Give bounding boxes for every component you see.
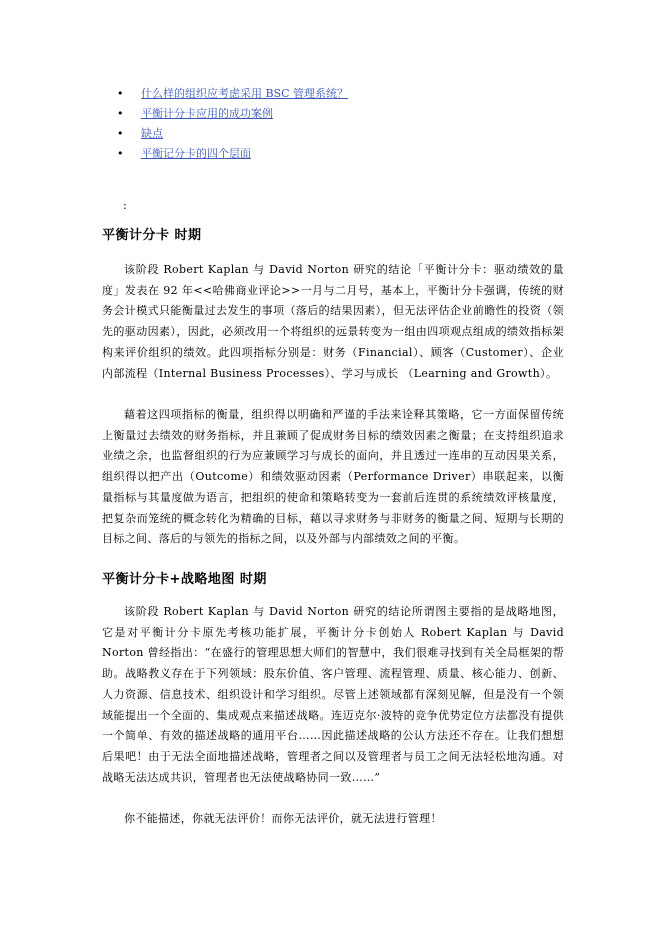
toc-link-drawbacks[interactable]: 缺点 (141, 127, 163, 140)
separator-colon: : (123, 199, 127, 212)
section-heading-bsc-period: 平衡计分卡 时期 (102, 228, 202, 243)
bullet-icon: • (117, 127, 124, 140)
bullet-icon: • (117, 107, 124, 120)
section-heading-strategy-map-period: 平衡计分卡+战略地图 时期 (102, 572, 267, 587)
bullet-icon: • (117, 87, 124, 100)
bullet-icon: • (117, 147, 124, 160)
body-paragraph: 该阶段 Robert Kaplan 与 David Norton 研究的结论「平衡计分卡：驱动绩效的量度」发表在 92 年<<哈佛商业评论>>一月与二月号，基本上，平衡计分卡强调，传统的财务会计模式只能衡量过去发生的事项（落后的结果因素），但无法评估企业前瞻性的投资（领先的驱动因素），因此，必须改用一个将组织的远景转变为一组由四项观点组成的绩效指标架构来评价组织的绩效。此四项指标分别是：财务（Financial）、顾客（Customer）、企业内部流程（Internal Business Processes）、学习与成长 （Learning and Growth）。 (102, 263, 564, 380)
toc-link-bsc-organizations[interactable]: 什么样的组织应考虑采用 BSC 管理系统？ (141, 87, 349, 100)
body-paragraph: 藉着这四项指标的衡量，组织得以明确和严谨的手法来诠释其策略，它一方面保留传统上衡量过去绩效的财务指标，并且兼顾了促成财务目标的绩效因素之衡量；在支持组织追求业绩之余，也监督组织的行为应兼顾学习与成长的面向，并且透过一连串的互动因果关系，组织得以把产出（Outcome）和绩效驱动因素（Performance Driver）串联起来，以衡量指标与其量度做为语言，把组织的使命和策略转变为一套前后连贯的系统绩效评核量度，把复杂而笼统的概念转化为精确的目标，藉以寻求财务与非财务的衡量之间、短期与长期的目标之间、落后的与领先的指标之间，以及外部与内部绩效之间的平衡。 (102, 408, 564, 546)
body-paragraph-conclusion: 你不能描述，你就无法评价！而你无法评价，就无法进行管理！ (124, 812, 442, 825)
toc-link-four-perspectives[interactable]: 平衡记分卡的四个层面 (141, 147, 251, 160)
body-paragraph: 该阶段 Robert Kaplan 与 David Norton 研究的结论所谓图主要指的是战略地图，它是对平衡计分卡原先考核功能扩展，平衡计分卡创始人 Robert Kaplan 与 David Norton 曾经指出：“在盛行的管理思想大师们的智慧中，我们很难寻找到有关全局框架的帮助。战略教义存在于下列领域：股东价值、客户管理、流程管理、质量、核心能力、创新、人力资源、信息技术、组织设计和学习组织。尽管上述领域都有深刻见解，但是没有一个领域能提出一个全面的、集成观点来描述战略。连迈克尔·波特的竞争优势定位方法都没有提供一个简单、有效的描述战略的通用平台……因此描述战略的公认方法还不存在。让我们想想后果吧！由于无法全面地描述战略，管理者之间以及管理者与员工之间无法轻松地沟通。对战略无法达成共识，管理者也无法使战略协同一致……” (102, 605, 564, 784)
toc-link-success-cases[interactable]: 平衡计分卡应用的成功案例 (141, 107, 273, 120)
